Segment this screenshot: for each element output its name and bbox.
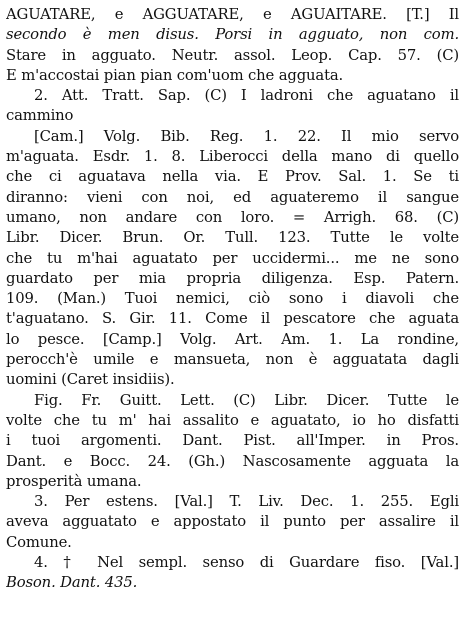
entry-line: [Cam.] Volg. Bib. Reg. 1. 22. Il mio servo <box>34 127 459 145</box>
sense-2 <box>6 86 459 390</box>
entry-line: 2. Att. Tratt. Sap. (C) I ladroni che aguatano il <box>34 87 459 105</box>
entry-line: diranno: vieni con noi, ed aguateremo il sangue <box>6 188 459 206</box>
sense-3 <box>6 492 459 553</box>
entry-aguatare <box>6 5 459 86</box>
entry-line: aveva agguatato e appostato il punto per assalire il <box>6 513 459 531</box>
entry-line: cammino <box>6 107 74 125</box>
entry-line: che tu m'hai aguatato per uccidermi... me ne sono <box>6 249 459 267</box>
entry-line: guardato per mia propria diligenza. Esp. Patern. <box>6 269 459 287</box>
entry-line: 109. (Man.) Tuoi nemici, ciò sono i diavoli che <box>6 290 459 308</box>
entry-line: Comune. <box>6 533 72 551</box>
entry-line: Dant. e Bocc. 24. (Gh.) Nascosamente agguata la <box>6 452 459 470</box>
entry-line: m'aguata. Esdr. 1. 8. Liberocci della mano di quello <box>6 148 459 166</box>
entry-line: Fig. Fr. Guitt. Lett. (C) Libr. Dicer. Tutte le <box>34 391 459 409</box>
entry-line: lo pesce. [Camp.] Volg. Art. Am. 1. La rondine, <box>6 330 459 348</box>
entry-line: 4. † Nel sempl. senso di Guardare fiso. [Val.] <box>34 554 459 572</box>
entry-line: E m'accostai pian pian com'uom che agguata. <box>6 66 344 84</box>
entry-line: Stare in agguato. Neutr. assol. Leop. Cap. 57. (C) <box>6 46 459 64</box>
entry-line: i tuoi argomenti. Dant. Pist. all'Imper. in Pros. <box>6 432 459 450</box>
entry-line: uomini (Caret insidiis). <box>6 371 175 389</box>
entry-line: umano, non andare con loro. = Arrigh. 68. (C) <box>6 208 459 226</box>
entry-line: Boson. Dant. 435. <box>6 574 138 592</box>
entry-line: perocch'è umile e mansueta, non è agguatata dagli <box>6 351 459 369</box>
entry-line: volte che tu m' hai assalito e aguatato, io ho disfatti <box>6 411 459 429</box>
entry-line: 3. Per estens. [Val.] T. Liv. Dec. 1. 255. Egli <box>34 493 459 511</box>
sense-4 <box>6 553 459 594</box>
entry-line: che ci aguatava nella via. E Prov. Sal. 1. Se ti <box>6 168 459 186</box>
entry-line: t'aguatano. S. Gir. 11. Come il pescatore che aguata <box>6 310 459 328</box>
entry-line: secondo è men disus. Porsi in agguato, non com. <box>6 26 459 44</box>
figurative-sense <box>6 391 459 492</box>
entry-line: AGUATARE, e AGGUATARE, e AGUAITARE. [T.] Il <box>6 6 459 23</box>
entry-line: prosperità umana. <box>6 472 142 490</box>
entry-line: Libr. Dicer. Brun. Or. Tull. 123. Tutte le volte <box>6 229 459 247</box>
